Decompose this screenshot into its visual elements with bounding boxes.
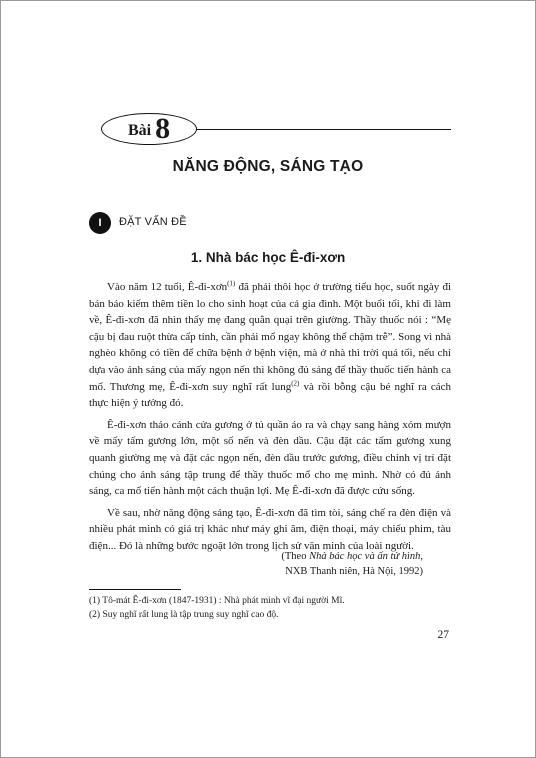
footnote-ref-1: (1) (227, 279, 236, 288)
source-book-title: Nhà bác học và ấn tử hình (309, 551, 421, 562)
footnote-1: (1) Tô-mát Ê-đi-xơn (1847-1931) : Nhà phát minh vĩ đại người Mĩ. (89, 596, 345, 606)
page-number: 27 (437, 629, 449, 641)
paragraph-1-part-b: đã phải thôi học ở trường tiểu học, suốt ngày đi bán báo kiếm thêm tiền lo cho sinh hoạt của cả gia đình. Một buổi tối, khi đi làm về, Ê-đi-xơn đã nhìn thấy mẹ đang quằn quại trên giường. Thầy thuốc nói : “Mẹ cậu bị đau ruột thừa cấp tính, cần phải mổ ngay không thể chậm trễ”. Song vì nhà nghèo không có tiền để chữa bệnh ở bệnh viện, mà ở nhà thì trời quá tối, nếu chỉ dựa vào ánh sáng của mấy ngọn nến thì không đủ sáng để thầy thuốc tiến hành ca mổ. Thương mẹ, Ê-đi-xơn suy nghĩ rất lung (89, 281, 451, 393)
source-line-2: NXB Thanh niên, Hà Nội, 1992) (285, 566, 423, 577)
paragraph-1 (89, 279, 451, 412)
paragraph-3: Về sau, nhờ năng động sáng tạo, Ê-đi-xơn đã tìm tòi, sáng chế ra đèn điện và nhiều phát minh có giá trị khác như máy ghi âm, điện thoại, máy chiếu phim, tàu điện... Đó là những bước ngoặt lớn trong lịch sử văn minh của loài người. (89, 506, 451, 552)
footnote-ref-2: (2) (291, 378, 300, 387)
story-title: 1. Nhà bác học Ê-đi-xơn (190, 250, 346, 265)
paragraph-1-part-c: và rồi bỗng cậu bé nghĩ ra cách thực hiện ý tưởng đó. (89, 380, 451, 410)
section-number-badge: I (89, 212, 111, 234)
paragraph-1-part-a: Vào năm 12 tuổi, Ê-đi-xơn (107, 281, 228, 293)
footnote-2: (2) Suy nghĩ rất lung là tập trung suy nghĩ cao độ. (89, 610, 279, 620)
footnotes (89, 594, 451, 622)
paragraph-2: Ê-đi-xơn tháo cánh cửa gương ở tủ quần áo ra và chạy sang hàng xóm mượn về mấy tấm gương lớn, một số nến và đèn dầu. Cậu đặt các tấm gương xung quanh giường mẹ và đặt các ngọn nến, đèn dầu trước gương, điều chỉnh vị trí đặt chúng cho ánh sáng tập trung để thầy thuốc mổ cho mẹ mình. Nhờ có đủ ánh sáng, ca mổ tiến hành một cách thuận lợi. Mẹ Ê-đi-xơn đã được cứu sống. (89, 418, 451, 498)
source-suffix: , (420, 551, 423, 562)
section-heading: ĐẶT VẤN ĐỀ (119, 216, 187, 228)
story-body (89, 279, 451, 560)
lesson-title: NĂNG ĐỘNG, SÁNG TẠO (172, 158, 364, 175)
source-line-1 (89, 549, 423, 564)
lesson-badge (101, 113, 197, 145)
lesson-word: Bài (127, 122, 152, 139)
footnote-divider (89, 589, 181, 590)
source-prefix: (Theo (281, 551, 310, 562)
story-source (89, 549, 423, 579)
lesson-number: 8 (155, 112, 171, 145)
